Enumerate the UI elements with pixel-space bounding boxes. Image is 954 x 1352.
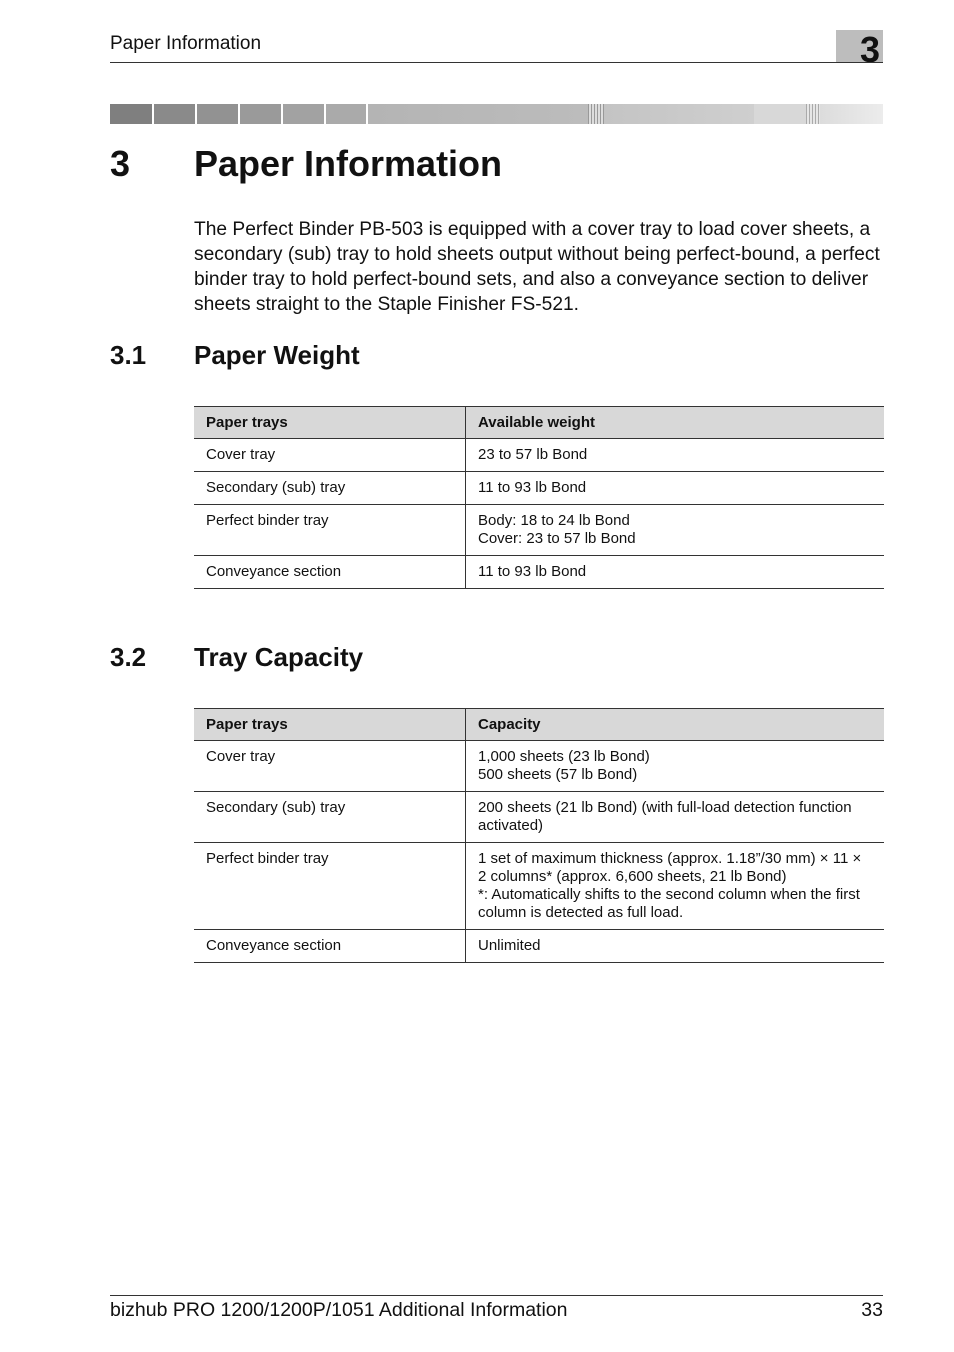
- capacity-cell: [466, 741, 885, 792]
- tray-name-cell: Secondary (sub) tray: [194, 792, 466, 843]
- table-row: [194, 439, 884, 472]
- footer-rule: [110, 1295, 883, 1296]
- table-header-row: [194, 709, 884, 741]
- cell-line: 500 sheets (57 lb Bond): [478, 766, 638, 783]
- tray-capacity-table: [194, 708, 884, 963]
- cell-line: 11 to 93 lb Bond: [478, 479, 587, 496]
- tray-name-cell: Perfect binder tray: [194, 843, 466, 930]
- capacity-cell: [466, 843, 885, 930]
- table-row: [194, 843, 884, 930]
- decorative-band: [110, 104, 883, 124]
- running-header-title: Paper Information: [110, 33, 262, 54]
- cell-line: 23 to 57 lb Bond: [478, 446, 588, 463]
- capacity-cell: [466, 930, 885, 963]
- section-capacity-number: 3.2: [110, 642, 147, 672]
- header-rule: [110, 62, 883, 63]
- capacity-cell: [466, 792, 885, 843]
- cell-line: 1 set of maximum thickness (approx. 1.18”/30 mm) × 11 × 2 columns* (approx. 6,600 sheets, 21 lb Bond): [478, 850, 862, 885]
- table-row: [194, 556, 884, 589]
- section-capacity-title: Tray Capacity: [194, 642, 364, 672]
- tray-name-cell: Cover tray: [194, 741, 466, 792]
- table-row: [194, 741, 884, 792]
- chapter-intro: The Perfect Binder PB-503 is equipped with a cover tray to load cover sheets, a secondary (sub) tray to hold sheets output without being perfect-bound, a perfect binder tray to hold perfect-bound sets, and also a conveyance section to deliver sheets straight to the Staple Finisher FS-521.: [194, 219, 880, 315]
- tray-name-cell: Conveyance section: [194, 930, 466, 963]
- page-number: 33: [861, 1299, 883, 1321]
- tray-name-cell: Secondary (sub) tray: [194, 472, 466, 505]
- table-row: [194, 792, 884, 843]
- column-header: Paper trays: [194, 407, 466, 439]
- section-weight-title: Paper Weight: [194, 340, 360, 370]
- cell-line: *: Automatically shifts to the second column when the first column is detected as full load.: [478, 886, 860, 921]
- chapter-title: Paper Information: [194, 143, 503, 184]
- footer-product-title: bizhub PRO 1200/1200P/1051 Additional Information: [110, 1299, 568, 1321]
- chapter-number: 3: [110, 143, 131, 184]
- cell-line: Unlimited: [478, 937, 541, 954]
- tray-name-cell: Perfect binder tray: [194, 505, 466, 556]
- weight-cell: [466, 556, 885, 589]
- column-header: Paper trays: [194, 709, 466, 741]
- column-header: Available weight: [466, 407, 885, 439]
- table-row: [194, 930, 884, 963]
- table-row: [194, 505, 884, 556]
- tray-name-cell: Conveyance section: [194, 556, 466, 589]
- column-header: Capacity: [466, 709, 885, 741]
- cell-line: Body: 18 to 24 lb Bond: [478, 512, 630, 529]
- cell-line: Cover: 23 to 57 lb Bond: [478, 530, 636, 547]
- weight-cell: [466, 472, 885, 505]
- chapter-tab-number: 3: [859, 29, 880, 70]
- table-header-row: [194, 407, 884, 439]
- weight-cell: [466, 505, 885, 556]
- cell-line: 1,000 sheets (23 lb Bond): [478, 748, 650, 765]
- table-row: [194, 472, 884, 505]
- section-weight-number: 3.1: [110, 340, 147, 370]
- paper-weight-table: [194, 406, 884, 589]
- cell-line: 11 to 93 lb Bond: [478, 563, 587, 580]
- cell-line: 200 sheets (21 lb Bond) (with full-load detection function activated): [478, 799, 852, 834]
- tray-name-cell: Cover tray: [194, 439, 466, 472]
- weight-cell: [466, 439, 885, 472]
